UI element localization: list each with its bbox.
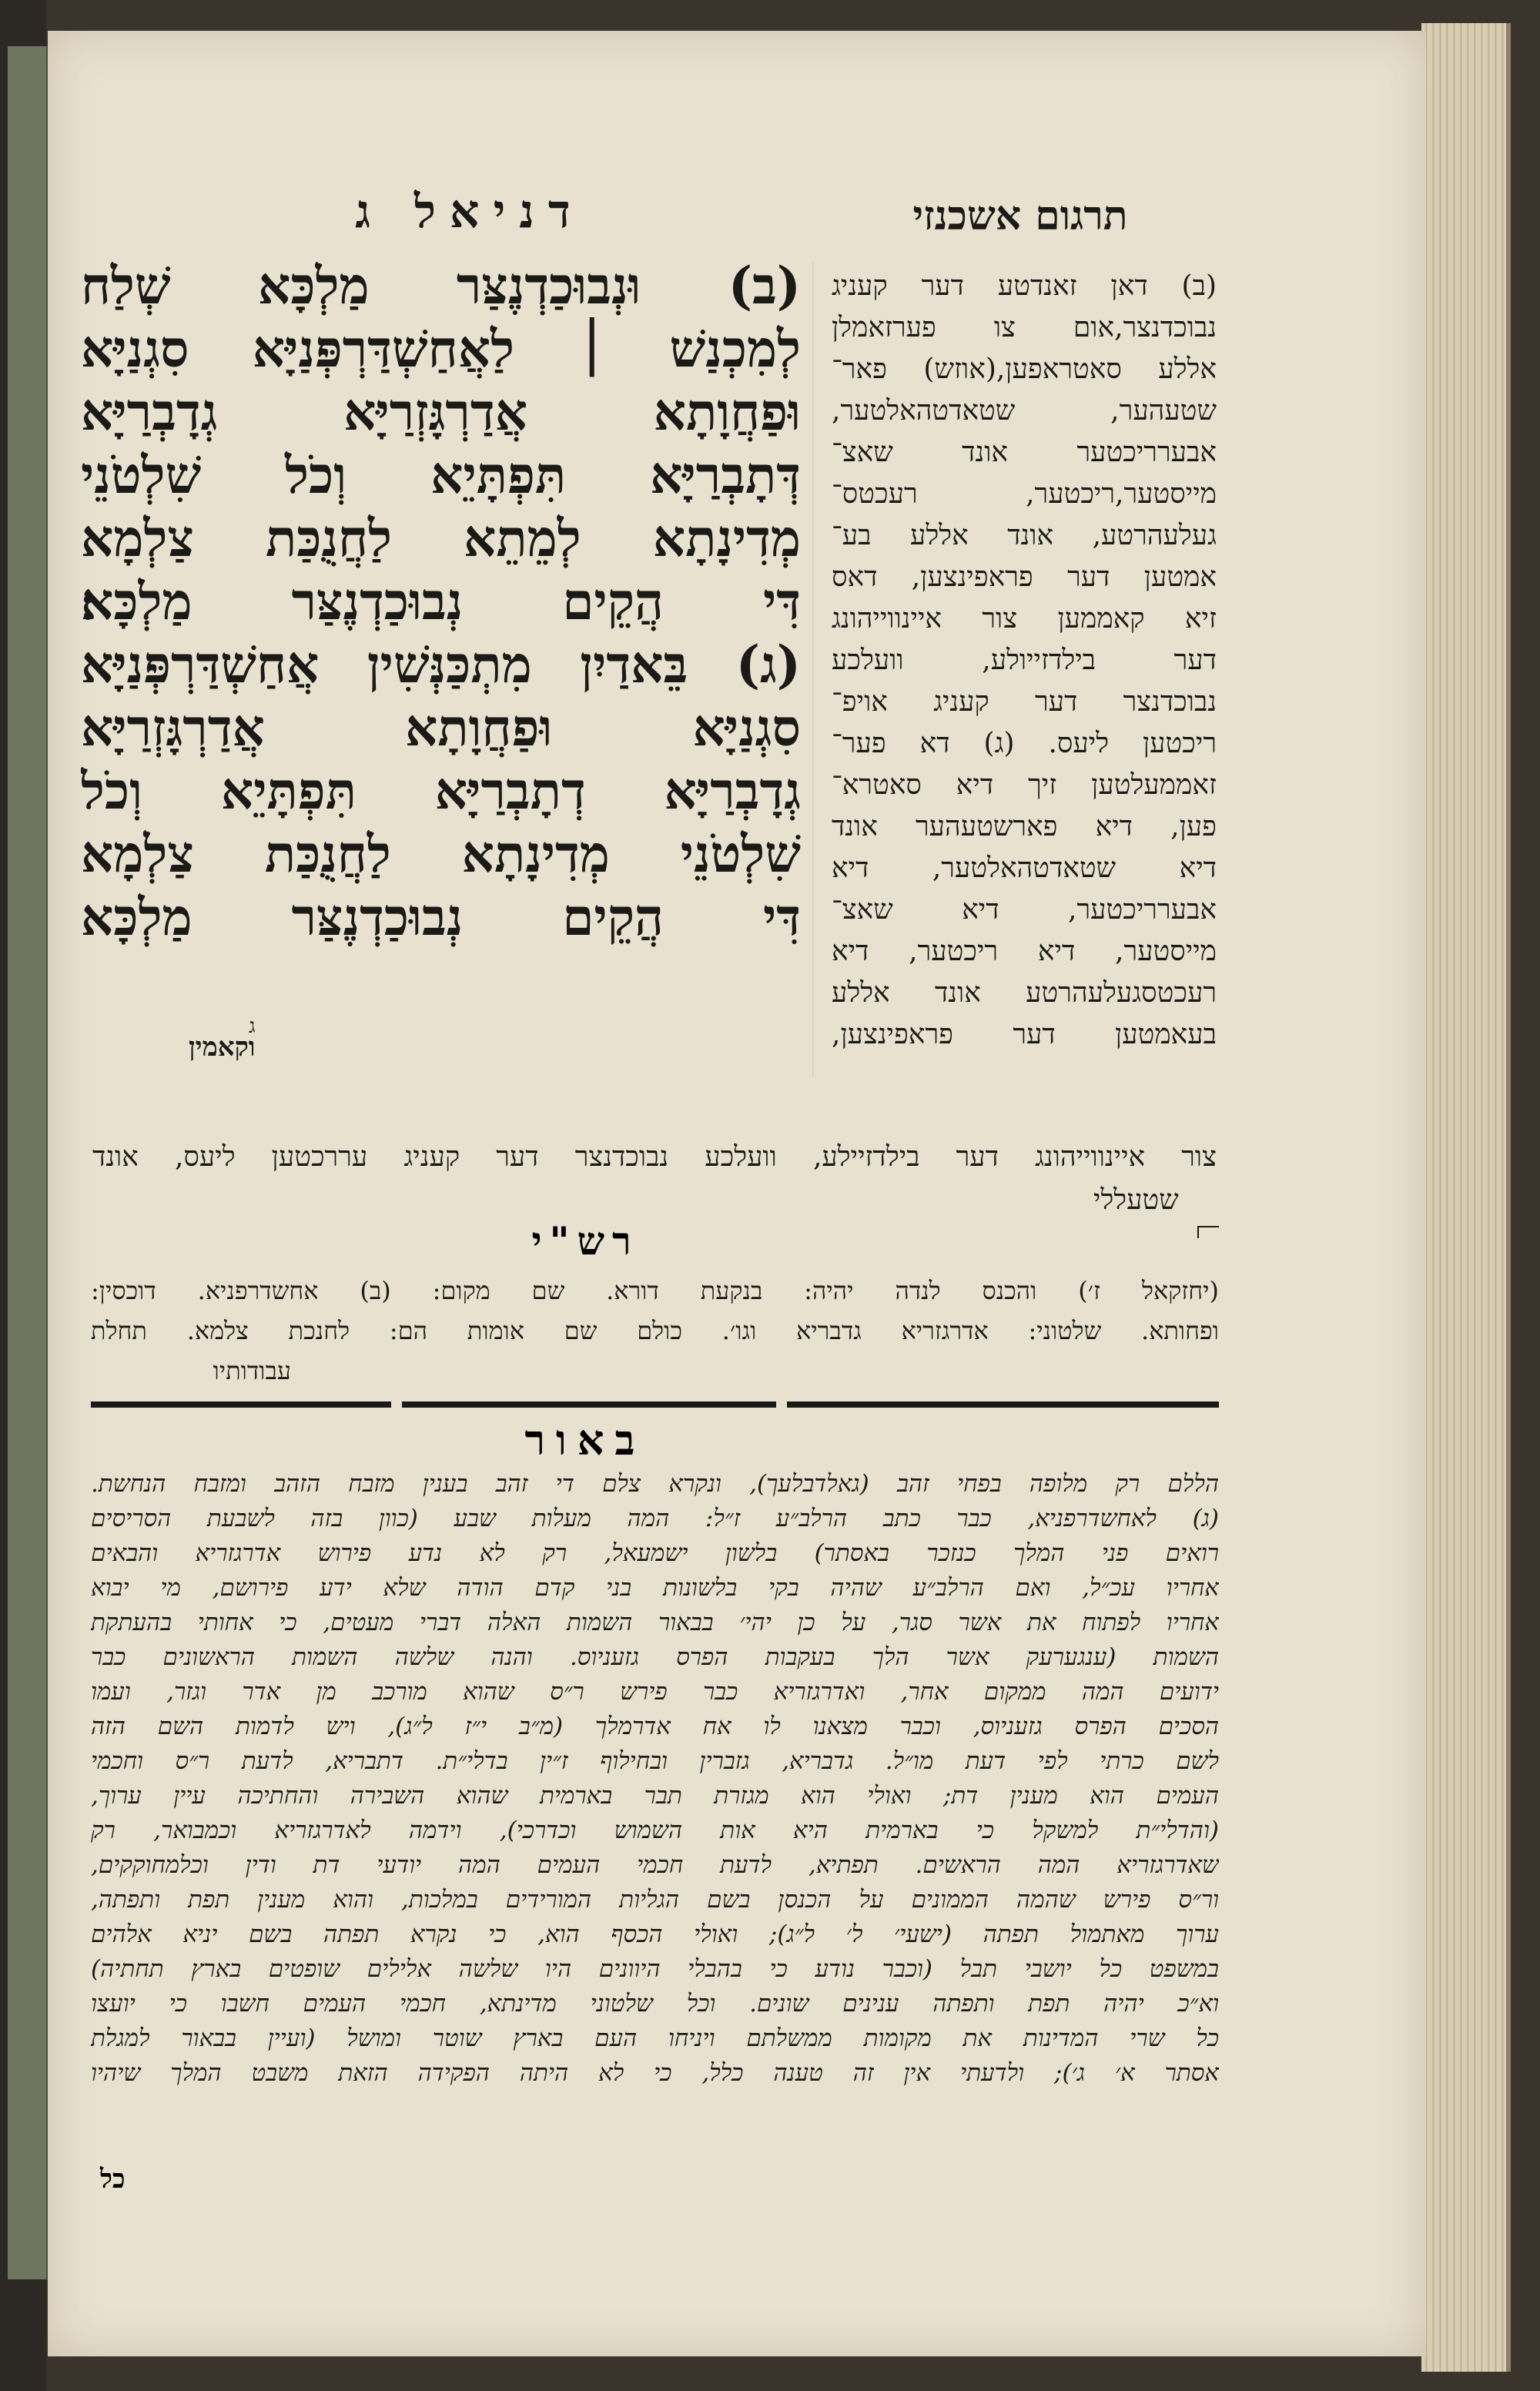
biur-line: אסתר א׳ ג׳); ולדעתי אין זה טענה כלל, כי לא היתה הפקידה הזאת משבט המלך שיהיו <box>91 2059 1219 2087</box>
aramaic-line: גְדָבְרַיָּא דְתָבְרַיָּא תִּפְתָּיֵא וְכֹל <box>81 761 801 821</box>
rashi-heading: רש"י <box>531 1218 639 1264</box>
aramaic-line: סִגְנַיָּא וּפַחֲוָתָא אֲדַרְגָּזְרַיָּא <box>81 698 801 758</box>
biur-line: כל שרי המדינות את מקומות ממשלתם ויניחו העם בארץ שוטר ומושל (ועיין בבאור למגלת <box>91 2024 1219 2052</box>
catchword-biur: כל <box>100 2164 126 2195</box>
translation-continuation <box>92 1136 1217 1222</box>
yiddish-line: פען, דיא פארשטעהער אונד <box>832 811 1217 842</box>
yiddish-line: דער בילדזייולע, וועלכע <box>832 645 1217 676</box>
aramaic-text-column <box>81 254 801 1093</box>
yiddish-line: נבוכדנצר דער קעניג אויפ־ <box>832 686 1217 718</box>
yiddish-line: אבערריכטער אונד שאצ־ <box>832 437 1217 468</box>
biur-line: השמות (ענגערעק אשר הלך בעקבות הפרס גזעניוס. והנה שלשה השמות הראשונים כבר <box>91 1643 1219 1671</box>
yiddish-line: אבערריכטער, דיא שאצ־ <box>832 894 1217 926</box>
yiddish-line: דיא שטאדטהאלטער, דיא <box>832 852 1217 884</box>
aramaic-line: שִׁלְטֹנֵי מְדִינָתָא לַחֲנֻכַּת צַלְמָא <box>81 824 801 884</box>
rashi-commentary <box>91 1271 1219 1391</box>
running-header-book: דניאל ג <box>355 185 584 239</box>
yiddish-line: (ב) דאן זאנדטע דער קעניג <box>832 270 1217 302</box>
continuation-line: צור איינווייהונג דער בילדזיילע, וועלכע נבוכדנצר דער קעניג עררכטען ליעס, אונד <box>92 1141 1217 1173</box>
biur-line: לשם כרתי לפי דעת מו״ל. גדבריא, גזברין ובחילוף ז״ין בדלי״ת. דתבריא, לדעת ר״ס וחכמי <box>91 1747 1219 1775</box>
yiddish-line: ריכטען ליעס. (ג) דא פער־ <box>832 728 1217 759</box>
aramaic-line: מְדִינָתָא לְמֵתֵא לַחֲנֻכַּת צַלְמָא <box>81 508 801 568</box>
biur-line: אחריו לפתוח את אשר סגר, על כן יהי׳ בבאור השמות האלה דברי מעטים, כי אחותי בהעתקת <box>91 1609 1219 1636</box>
biur-line: רואים פני המלך כנזכר באסתר) בלשון ישמעאל, רק לא נדע פירוש אדרגזריא והבאים <box>91 1539 1219 1567</box>
running-header-translation: תרגום אשכנזי <box>912 193 1128 239</box>
yiddish-line: נבוכדנצר,אום צו פערזאמלן <box>832 312 1217 343</box>
rashi-line: ופחותא. שלטוני: אדרגזריא גדבריא וגו׳. כולם שם אומות הם: לחנכת צלמא. תחלת <box>91 1316 1219 1345</box>
yiddish-line: שטעהער, שטאדטהאלטער, <box>832 395 1217 427</box>
biur-line: (ג) לאחשדרפניא, כבר כתב הרלב״ע ז״ל: המה מעלות שבע (כוון בזה לשבעת הסריסים <box>91 1505 1219 1532</box>
page-stack-edge <box>1421 23 1511 2372</box>
biur-line: (והדלי״ת למשקל כי בארמית היא אות השמוש וכדרכי), וידמה לאדרגזריא וכמבואר, רק <box>91 1817 1219 1844</box>
yiddish-line: געלעהרטע, אונד אללע בע־ <box>832 520 1217 551</box>
biur-line: ור״ס פירש שהמה הממונים על הכנסן בשם הגליות המורידים במלכות, והוא מענין תפת ותפתה, <box>91 1886 1219 1914</box>
yiddish-line: מייסטער,ריכטער, רעכטס־ <box>832 478 1217 510</box>
continuation-last-line: שטעללי <box>1093 1184 1179 1216</box>
catchword-aramaic <box>81 1032 801 1063</box>
rule-gap <box>391 1399 402 1410</box>
biur-line: הסכים הפרס גזעניוס, וכבר מצאנו לו אח אדרמלך (מ״ב י״ז ל״ג), ויש לדמות השם הזה <box>91 1713 1219 1740</box>
rashi-corner-mark <box>1197 1226 1219 1238</box>
aramaic-line: (ב) וּנְבוּכַדְנֶצַּר מַלְכָּא שְׁלַח <box>81 256 801 316</box>
biur-line: אחריו עכ״ל, ואם הרלב״ע שהיה בקי בלשונות בני קדם הודה שלא ידע פירושם, מי יבוא <box>91 1574 1219 1602</box>
yiddish-line: רעכטסגעלעהרטע אונד אללע <box>832 977 1217 1009</box>
aramaic-line: דִּי הֲקֵים נְבוּכַדְנֶצַּר מַלְכָּא׃ <box>81 571 801 631</box>
yiddish-line: מייסטער, דיא ריכטער, דיא <box>832 936 1217 967</box>
signature-mark: ג <box>249 1015 256 1038</box>
aramaic-line: (ג) בֵּאדַיִן מִתְכַּנְּשִׁין אֲחַשְׁדַּרְפְּנַיָּא <box>81 635 801 695</box>
book-cover-edge <box>8 46 49 2279</box>
column-divider <box>812 262 814 1078</box>
rashi-last-line: עבודותיו <box>213 1356 291 1385</box>
section-divider-rule <box>91 1401 1219 1408</box>
biur-line: ידועים המה ממקום אחר, ואדרגזריא כבר פירש ר״ס שהוא מורכב מן אדר וגזר, ועמו <box>91 1678 1219 1706</box>
catchword-text: וקאמין <box>189 1032 256 1063</box>
biur-line: העמים הוא מענין דת; ואולי הוא מגזרת תבר בארמית שהוא השבירה והחתיכה עיין ערוך, <box>91 1782 1219 1810</box>
biur-line: במשפט כל יושבי תבל (וכבר נודע כי בהבלי היוונים היו שלשה אלילים שופטים בארץ תחתיה) <box>91 1955 1219 1983</box>
yiddish-line: בעאמטען דער פראפינצען, <box>832 1019 1217 1050</box>
yiddish-translation-column <box>832 266 1217 1136</box>
biur-commentary <box>91 1467 1219 2091</box>
biur-line: ערוך מאתמול תפתה (ישעי׳ ל׳ ל״ג); ואולי הכסף הוא, כי נקרא תפתה בשם יניא אלהים <box>91 1921 1219 1948</box>
yiddish-line: אמטען דער פראפינצען, דאס <box>832 561 1217 593</box>
yiddish-line: זיא קאממען צור איינווייהונג <box>832 603 1217 635</box>
biur-heading: באור <box>524 1415 646 1465</box>
aramaic-line: וּפַחֲוָתָא אֲדַרְגָּזְרַיָּא גְדָבְרַיָּא <box>81 382 801 442</box>
biur-line: וא״כ יהיה תפת ותפתה ענינים שונים. וכל שלטוני מדינתא, חכמי העמים חשבו כי יועצו <box>91 1990 1219 2018</box>
biur-line: הללם רק מלופה בפחי זהב (גאלדבלעך), ונקרא צלם די זהב בענין מזבח הזהב ומזבח הנחשת. <box>91 1470 1219 1498</box>
aramaic-line: לְמִכְנַשׁ ׀ לַאֲחַשְׁדַּרְפְּנַיָּא סִגְנַיָּא <box>81 319 801 379</box>
rashi-line: (יחזקאל ז׳) והכנס לנדה יהיה: בנקעת דורא. שם מקום: (ב) אחשדרפניא. דוכסין: <box>91 1276 1219 1305</box>
biur-line: שאדרגזריא המה הראשים. תפתיא, לדעת חכמי העמים המה יודעי דת ודין וכלמחוקקים, <box>91 1851 1219 1879</box>
aramaic-line: דְּתָבְרַיָּא תִּפְתָּיֵא וְכֹל שִׁלְטֹנֵי <box>81 445 801 505</box>
aramaic-line: דִּי הֲקֵים נְבוּכַדְנֶצַּר מַלְכָּא <box>81 887 801 947</box>
rule-gap <box>776 1399 787 1410</box>
yiddish-line: אללע סאטראפען,(אוזש) פאר־ <box>832 353 1217 385</box>
yiddish-line: זאממעלטען זיך דיא סאטרא־ <box>832 769 1217 801</box>
